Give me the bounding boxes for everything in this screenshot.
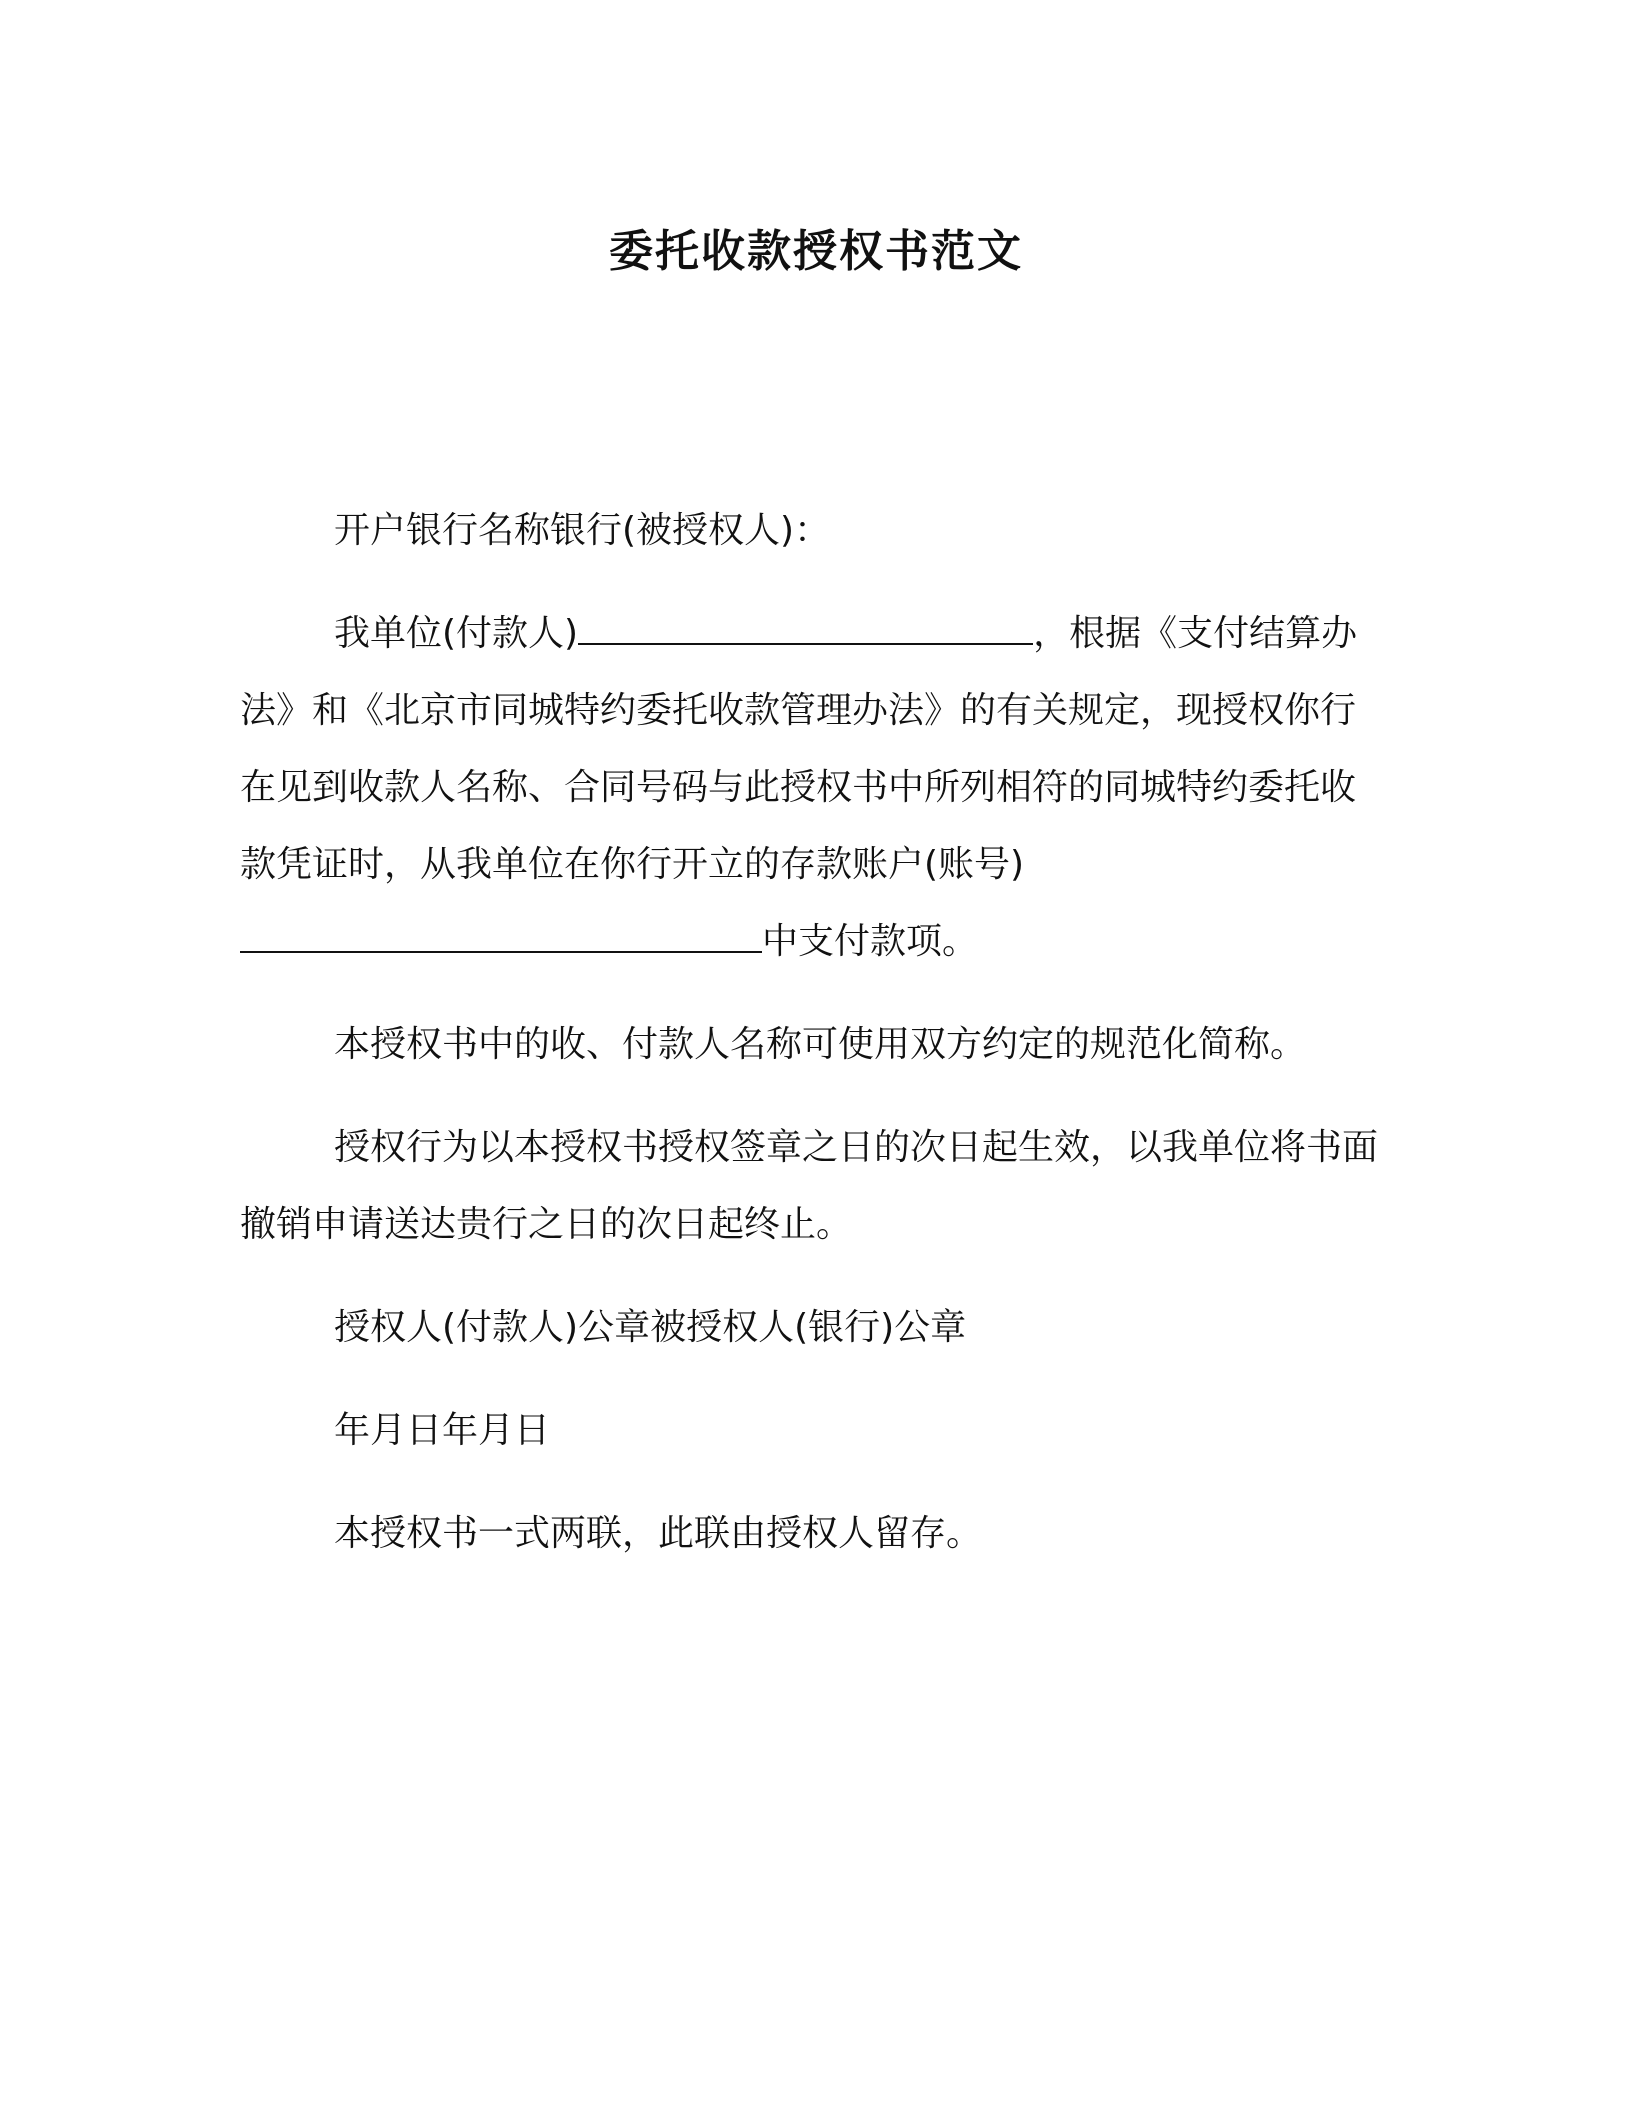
footer-note: 本授权书一式两联，此联由授权人留存。 <box>334 1513 983 1554</box>
authorization-text: ，根据《支付结算办法》和《北京市同城特约委托收款管理办法》的有关规定，现授权你行在见到收款人名称、合同号码与此授权书中所列相符的同城特约委托收款凭证时，从我单位在你行开立的存款账户(账号) <box>240 613 1358 885</box>
salutation: 开户银行名称银行(被授权人)： <box>334 510 831 551</box>
account-number-blank <box>240 921 762 953</box>
seals-line: 授权人(付款人)公章被授权人(银行)公章 <box>334 1307 967 1348</box>
document-title: 委托收款授权书范文 <box>609 226 1023 277</box>
document-body <box>240 492 1390 1598</box>
authorization-paragraph <box>240 595 1390 980</box>
payer-name-blank <box>578 613 1033 645</box>
abbreviation-paragraph: 本授权书中的收、付款人名称可使用双方约定的规范化简称。 <box>334 1024 1307 1065</box>
validity-paragraph: 授权行为以本授权书授权签章之日的次日起生效，以我单位将书面撤销申请送达贵行之日的次日起终止。 <box>240 1127 1379 1245</box>
payer-label: 我单位(付款人) <box>334 613 579 654</box>
dates-line: 年月日年月日 <box>334 1410 551 1451</box>
payment-text: 中支付款项。 <box>762 921 979 962</box>
